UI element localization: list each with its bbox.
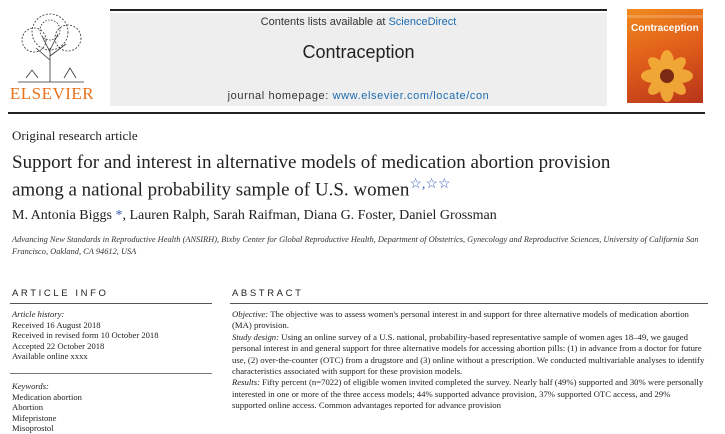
abstract-heading: ABSTRACT (232, 288, 304, 299)
affiliation: Advancing New Standards in Reproductive Health (ANSIRH), Bixby Center for Global Reproductive Health, Department of Obstetrics, Gynecology and Reproductive Sciences, University of California San Francisco, Oakland, CA 94612, USA (12, 235, 699, 256)
journal-title: Contraception (302, 42, 415, 62)
corresponding-author[interactable]: M. Antonia Biggs (12, 208, 112, 223)
keyword-item: Mifepristone (12, 412, 57, 423)
objective-text: The objective was to assess women's personal interest in and support for three alternative models of medication abortion (MA) provision. (232, 309, 689, 331)
history-label: Article history: (12, 309, 65, 319)
homepage-line (110, 90, 607, 102)
keywords (12, 381, 212, 434)
co-authors: , Lauren Ralph, Sarah Raifman, Diana G. Foster, Daniel Grossman (122, 208, 497, 223)
article-title-text: Support for and interest in alternative models of medication abortion provision among a national probability sample of U.S. women (12, 152, 611, 201)
cover-title: Contraception (631, 23, 699, 34)
keywords-label: Keywords: (12, 381, 49, 391)
abstract-study-design (232, 332, 706, 378)
header-top-rule (110, 9, 607, 11)
history-divider (10, 373, 212, 374)
history-item: Available online xxxx (12, 351, 88, 362)
abstract-body (232, 309, 706, 412)
author-list (12, 208, 497, 224)
publisher-name: ELSEVIER (9, 84, 95, 103)
header-bottom-rule (8, 112, 705, 114)
article-type: Original research article (12, 128, 138, 143)
homepage-link[interactable]: www.elsevier.com/locate/con (332, 90, 490, 102)
study-design-text: Using an online survey of a U.S. national, probability-based representative sample of women ages 18–49, we gauged personal interest in and general support for three alternative models for accessing abortion pills: (1) in advance from a doctor for future use, (2) over-the-counter (OTC) from a drugstore and (3) online without a prescription. We conducted multivariable analyses to identify characteristics associated with support for these provision models. (232, 331, 705, 377)
article-info-heading: ARTICLE INFO (12, 288, 109, 299)
elsevier-tree-icon (12, 8, 90, 84)
article-info-rule (10, 303, 212, 304)
journal-cover[interactable] (627, 9, 703, 103)
history-item: Received 16 August 2018 (12, 319, 101, 330)
results-label: Results: (232, 377, 260, 388)
article-history (12, 309, 212, 362)
history-item: Received in revised form 10 October 2018 (12, 330, 159, 341)
contents-prefix: Contents lists available at (260, 16, 389, 28)
keyword-item: Misoprostol (12, 423, 54, 434)
sciencedirect-link[interactable]: ScienceDirect (388, 16, 457, 28)
history-item: Accepted 22 October 2018 (12, 340, 105, 351)
keyword-item: Abortion (12, 402, 44, 413)
abstract-results (232, 377, 706, 411)
article-title (12, 152, 652, 201)
flower-image (637, 49, 697, 103)
homepage-prefix: journal homepage: (227, 90, 333, 102)
keyword-item: Medication abortion (12, 391, 82, 402)
results-text: Fifty percent (n=7022) of eligible women invited completed the survey. Nearly half (49%) supported and 30% were personally interested in one or more of the three access models; 44% supported advance provision, 37% supported OTC access, and 29% supported online access. Common advantages reported for advance provision (232, 377, 704, 411)
abstract-rule (230, 303, 708, 304)
title-footnote-marks[interactable]: ☆,☆☆ (409, 177, 451, 192)
objective-label: Objective: (232, 309, 269, 319)
study-design-label: Study design: (232, 331, 280, 342)
contents-line (110, 16, 607, 28)
cover-stripe (627, 15, 703, 18)
abstract-objective (232, 309, 706, 332)
corresponding-author-mark[interactable]: * (111, 208, 123, 223)
